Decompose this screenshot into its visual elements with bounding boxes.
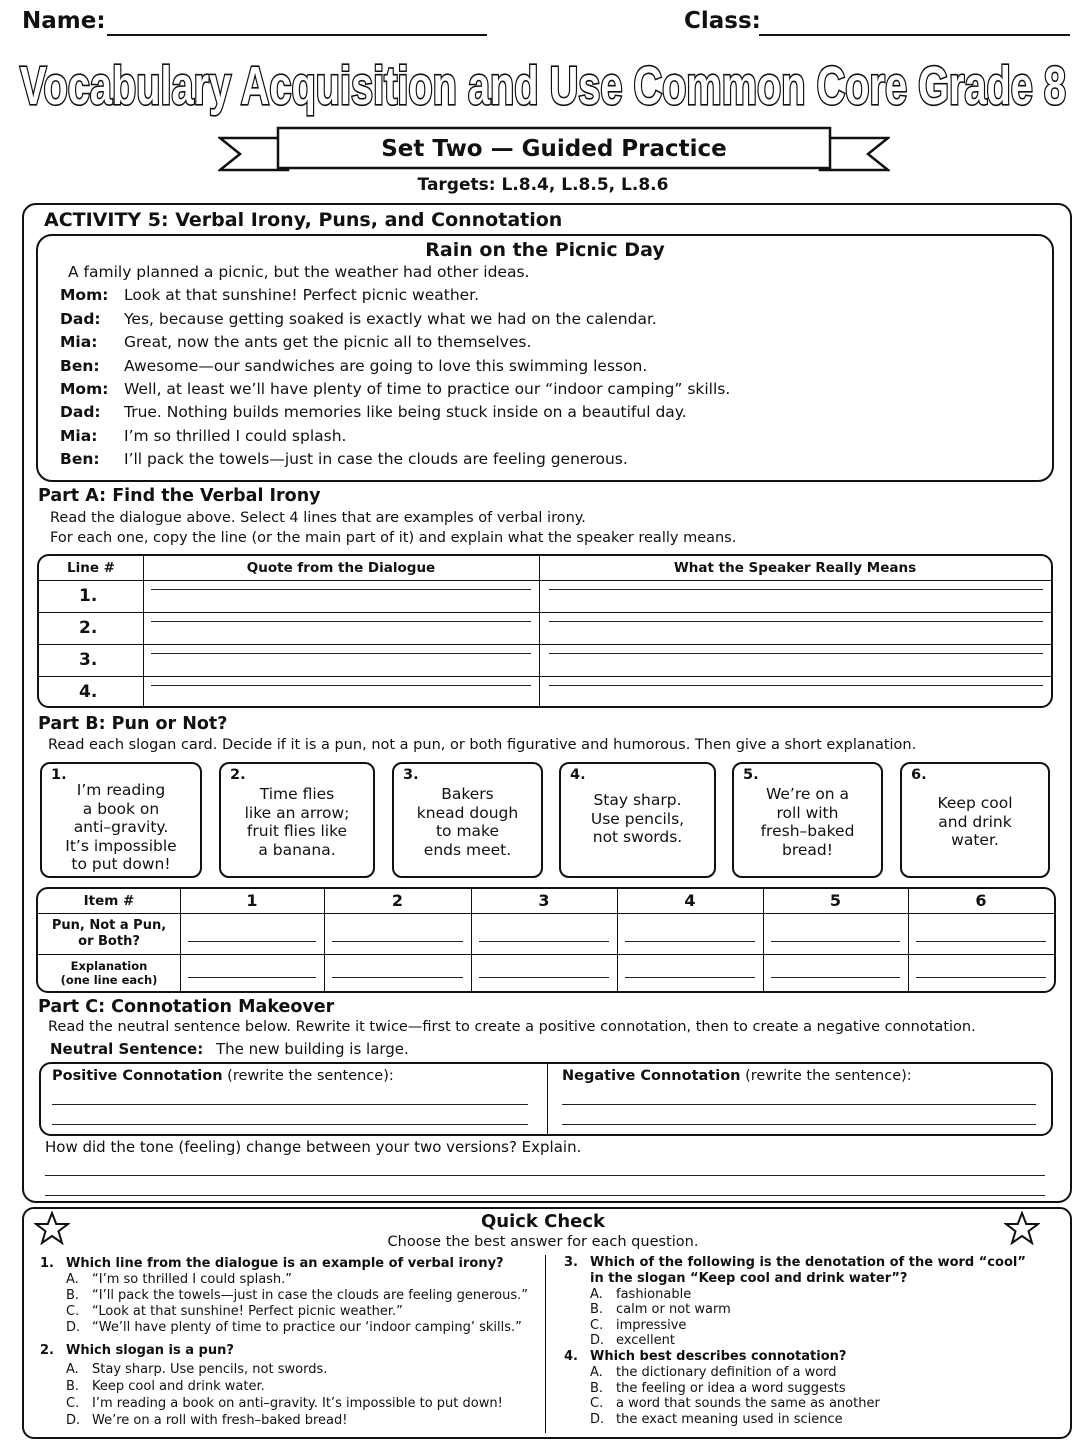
positive-answer-line[interactable] xyxy=(52,1124,528,1125)
meaning-answer-line[interactable] xyxy=(549,589,1043,590)
item-number: 4 xyxy=(684,891,696,910)
positive-answer-line[interactable] xyxy=(52,1104,528,1105)
option-text: We’re on a roll with fresh–baked bread! xyxy=(92,1413,348,1428)
option-letter: B. xyxy=(590,1381,604,1396)
row-label-line: Explanation xyxy=(70,959,148,973)
card-text xyxy=(565,791,710,847)
row-number: 4. xyxy=(79,682,98,702)
question-number: 4. xyxy=(564,1349,578,1364)
column-header: Quote from the Dialogue xyxy=(246,560,436,576)
slogan-card xyxy=(559,762,716,878)
option-text: impressive xyxy=(616,1318,687,1333)
option-letter: A. xyxy=(66,1272,79,1287)
part-a-instructions: Read the dialogue above. Select 4 lines that are examples of verbal irony. xyxy=(50,510,586,526)
meaning-answer-line[interactable] xyxy=(549,621,1043,622)
option-text: Keep cool and drink water. xyxy=(92,1379,265,1394)
table-divider xyxy=(39,676,1051,677)
option-text: calm or not warm xyxy=(616,1302,731,1317)
connotation-divider xyxy=(547,1064,548,1134)
question-stem xyxy=(564,1349,847,1364)
option-letter: D. xyxy=(66,1320,81,1335)
page-title-text: Vocabulary Acquisition and Use Common Core Grade 8 xyxy=(20,56,1066,116)
card-line: ends meet. xyxy=(423,840,512,859)
story-title: Rain on the Picnic Day xyxy=(425,239,665,261)
pun-answer-line[interactable] xyxy=(916,941,1046,942)
question-text: Which slogan is a pun? xyxy=(66,1343,234,1358)
option-letter: D. xyxy=(590,1333,605,1348)
row-number: 1. xyxy=(79,586,98,606)
neutral-text: The new building is large. xyxy=(215,1040,409,1058)
table-divider xyxy=(39,612,1051,613)
card-line: bread! xyxy=(782,840,833,859)
speaker: Mom: xyxy=(60,380,109,398)
item-number: 6 xyxy=(975,891,987,910)
card-text xyxy=(738,785,877,859)
pun-answer-line[interactable] xyxy=(188,941,316,942)
explanation-answer-line[interactable] xyxy=(188,977,316,978)
question-number: 1. xyxy=(40,1256,54,1271)
rewrite-hint: (rewrite the sentence): xyxy=(745,1068,912,1084)
table-divider xyxy=(38,954,1054,955)
option-letter: D. xyxy=(66,1413,81,1428)
slogan-card xyxy=(392,762,543,878)
speaker: Mom: xyxy=(60,286,109,304)
explanation-answer-line[interactable] xyxy=(625,977,755,978)
card-number: 1. xyxy=(51,767,67,783)
negative-label: Negative Connotation xyxy=(562,1068,741,1084)
row-number: 3. xyxy=(79,650,98,670)
dialogue-text: Look at that sunshine! Perfect picnic weather. xyxy=(124,286,480,304)
card-line: not swords. xyxy=(592,828,683,846)
part-b-instructions: Read each slogan card. Decide if it is a pun, not a pun, or both figurative and humorous. Then give a short explanation. xyxy=(48,737,917,753)
question-text: Which line from the dialogue is an example of verbal irony? xyxy=(66,1256,504,1271)
option-letter: B. xyxy=(66,1379,80,1394)
table-divider xyxy=(539,556,540,706)
option-letter: A. xyxy=(590,1365,603,1380)
card-number: 2. xyxy=(230,767,246,783)
table-divider xyxy=(39,580,1051,581)
option-text: “We’ll have plenty of time to practice our ‘indoor camping’ skills.” xyxy=(92,1320,522,1335)
option-letter: B. xyxy=(66,1288,80,1303)
row-number: 2. xyxy=(79,618,98,638)
meaning-answer-line[interactable] xyxy=(549,653,1043,654)
quote-answer-line[interactable] xyxy=(151,589,531,590)
table-divider xyxy=(39,644,1051,645)
quick-check-divider xyxy=(545,1255,546,1433)
part-c-title: Part C: Connotation Makeover xyxy=(38,997,335,1017)
speaker: Ben: xyxy=(60,450,100,468)
speaker: Dad: xyxy=(60,310,101,328)
positive-connotation-label xyxy=(52,1068,394,1084)
item-number: 5 xyxy=(829,891,842,910)
quote-answer-line[interactable] xyxy=(151,621,531,622)
name-class-row xyxy=(22,8,1070,40)
quote-answer-line[interactable] xyxy=(151,685,531,686)
card-text xyxy=(398,785,537,859)
option-text: the feeling or idea a word suggests xyxy=(616,1381,846,1396)
item-number: 2 xyxy=(391,891,404,910)
option-text: the dictionary definition of a word xyxy=(616,1365,837,1380)
card-line: We’re on a xyxy=(765,785,850,803)
card-line: Stay sharp. xyxy=(593,791,682,809)
dialogue-text: Yes, because getting soaked is exactly what we had on the calendar. xyxy=(124,310,657,328)
card-line: knead dough xyxy=(416,803,519,822)
card-line: anti–gravity. xyxy=(73,818,169,836)
neutral-sentence xyxy=(50,1040,409,1058)
pun-answer-line[interactable] xyxy=(332,941,463,942)
row-label-line: Pun, Not a Pun, xyxy=(51,918,167,933)
card-number: 3. xyxy=(403,767,419,783)
card-text xyxy=(906,794,1044,850)
card-line: to put down! xyxy=(71,855,171,873)
option-letter: B. xyxy=(590,1302,604,1317)
option-letter: A. xyxy=(590,1287,603,1302)
slogan-card xyxy=(40,762,202,878)
option-text: the exact meaning used in science xyxy=(616,1412,843,1427)
negative-answer-line[interactable] xyxy=(562,1124,1036,1125)
class-field[interactable] xyxy=(759,34,1070,36)
name-field[interactable] xyxy=(107,34,487,36)
quick-check-subtitle: Choose the best answer for each question. xyxy=(387,1234,699,1250)
activity-title: ACTIVITY 5: Verbal Irony, Puns, and Connotation xyxy=(44,209,563,231)
targets: Targets: L.8.4, L.8.5, L.8.6 xyxy=(417,175,669,195)
story-intro: A family planned a picnic, but the weather had other ideas. xyxy=(68,263,530,281)
speaker: Mia: xyxy=(60,427,98,445)
card-line: fresh–baked xyxy=(760,822,855,840)
card-line: a banana. xyxy=(258,840,336,859)
card-line: I’m reading xyxy=(76,781,166,799)
card-line: It’s impossible xyxy=(65,836,177,855)
card-text xyxy=(46,781,196,874)
explanation-answer-line[interactable] xyxy=(916,977,1046,978)
explanation-answer-line[interactable] xyxy=(771,977,900,978)
negative-answer-line[interactable] xyxy=(562,1104,1036,1105)
tone-answer-line[interactable] xyxy=(45,1175,1045,1176)
explanation-answer-line[interactable] xyxy=(332,977,463,978)
speaker: Dad: xyxy=(60,403,101,421)
card-line: Use pencils, xyxy=(590,809,685,828)
option-text: fashionable xyxy=(616,1287,692,1302)
option-text: excellent xyxy=(616,1333,675,1348)
meaning-answer-line[interactable] xyxy=(549,685,1043,686)
part-a-title: Part A: Find the Verbal Irony xyxy=(38,486,321,506)
pun-table xyxy=(36,887,1056,993)
table-divider xyxy=(143,556,144,706)
speaker: Mia: xyxy=(60,333,98,351)
option-text: “Look at that sunshine! Perfect picnic weather.” xyxy=(92,1304,403,1319)
column-header: What the Speaker Really Means xyxy=(673,560,917,576)
pun-answer-line[interactable] xyxy=(479,941,609,942)
card-line: like an arrow; xyxy=(244,803,350,822)
irony-table xyxy=(37,554,1053,708)
explanation-answer-line[interactable] xyxy=(479,977,609,978)
dialogue-text: I’ll pack the towels—just in case the clouds are feeling generous. xyxy=(124,450,628,468)
neutral-label: Neutral Sentence: xyxy=(50,1040,204,1058)
item-number: 1 xyxy=(246,891,258,910)
option-letter: C. xyxy=(66,1304,80,1319)
card-number: 5. xyxy=(743,767,759,783)
option-text: Stay sharp. Use pencils, not swords. xyxy=(92,1362,328,1377)
part-a-instructions: For each one, copy the line (or the main part of it) and explain what the speaker really means. xyxy=(50,530,737,546)
banner xyxy=(218,124,890,178)
page-title xyxy=(0,46,1086,128)
card-line: Bakers xyxy=(441,785,494,803)
pun-answer-line[interactable] xyxy=(625,941,755,942)
card-line: Time flies xyxy=(259,785,335,803)
class-label: Class: xyxy=(684,8,761,34)
item-header: Item # xyxy=(83,893,135,909)
slogan-card xyxy=(900,762,1050,878)
option-letter: C. xyxy=(66,1396,80,1411)
option-text: “I’ll pack the towels—just in case the clouds are feeling generous.” xyxy=(92,1288,529,1303)
part-c-instructions: Read the neutral sentence below. Rewrite it twice—first to create a positive connotation, then to create a negative connotation. xyxy=(48,1019,976,1035)
slogan-card xyxy=(219,762,375,878)
option-text: I’m reading a book on anti–gravity. It’s impossible to put down! xyxy=(92,1396,503,1411)
tone-question: How did the tone (feeling) change between your two versions? Explain. xyxy=(45,1138,582,1156)
row-label-explanation xyxy=(38,959,180,987)
dialogue-text: Great, now the ants get the picnic all to themselves. xyxy=(124,333,532,351)
question-text: Which of the following is the denotation of the word “cool” xyxy=(590,1255,1026,1270)
card-line: Keep cool xyxy=(937,794,1013,812)
card-text xyxy=(225,785,369,859)
card-number: 6. xyxy=(911,767,927,783)
question-stem xyxy=(564,1255,1026,1270)
question-text: Which best describes connotation? xyxy=(590,1349,847,1364)
row-label-line: (one line each) xyxy=(60,973,158,987)
slogan-card xyxy=(732,762,883,878)
question-stem xyxy=(40,1256,504,1271)
dialogue-text: Awesome—our sandwiches are going to love this swimming lesson. xyxy=(124,357,648,375)
row-label-line: or Both? xyxy=(78,934,140,949)
card-line: fruit flies like xyxy=(246,822,348,840)
rewrite-hint: (rewrite the sentence): xyxy=(227,1068,394,1084)
pun-answer-line[interactable] xyxy=(771,941,900,942)
card-line: and drink xyxy=(938,812,1012,831)
dialogue-text: Well, at least we’ll have plenty of time to practice our “indoor camping” skills. xyxy=(124,380,731,398)
dialogue-text: I’m so thrilled I could splash. xyxy=(124,427,347,445)
card-line: a book on xyxy=(82,799,160,818)
name-label: Name: xyxy=(22,8,106,34)
card-line: roll with xyxy=(776,803,839,822)
part-b-title: Part B: Pun or Not? xyxy=(38,714,228,734)
card-line: to make xyxy=(435,822,500,840)
quote-answer-line[interactable] xyxy=(151,653,531,654)
question-stem xyxy=(40,1343,234,1358)
banner-text: Set Two — Guided Practice xyxy=(381,136,727,162)
row-label-pun xyxy=(38,918,180,950)
item-number: 3 xyxy=(538,891,550,910)
option-text: a word that sounds the same as another xyxy=(616,1396,880,1411)
table-divider xyxy=(38,913,1054,914)
negative-connotation-label xyxy=(562,1068,912,1084)
question-text: in the slogan “Keep cool and drink water”? xyxy=(590,1271,908,1286)
option-letter: A. xyxy=(66,1362,79,1377)
question-number: 2. xyxy=(40,1343,54,1358)
dialogue-text: True. Nothing builds memories like being stuck inside on a beautiful day. xyxy=(124,403,687,421)
question-number: 3. xyxy=(564,1255,578,1270)
quick-check-title: Quick Check xyxy=(480,1211,606,1232)
speaker: Ben: xyxy=(60,357,100,375)
column-header: Line # xyxy=(66,560,115,576)
option-letter: C. xyxy=(590,1318,604,1333)
option-letter: C. xyxy=(590,1396,604,1411)
option-text: “I’m so thrilled I could splash.” xyxy=(92,1272,293,1287)
positive-label: Positive Connotation xyxy=(52,1068,223,1084)
option-letter: D. xyxy=(590,1412,605,1427)
card-number: 4. xyxy=(570,767,586,783)
tone-answer-line[interactable] xyxy=(45,1195,1045,1196)
card-line: water. xyxy=(951,831,999,849)
